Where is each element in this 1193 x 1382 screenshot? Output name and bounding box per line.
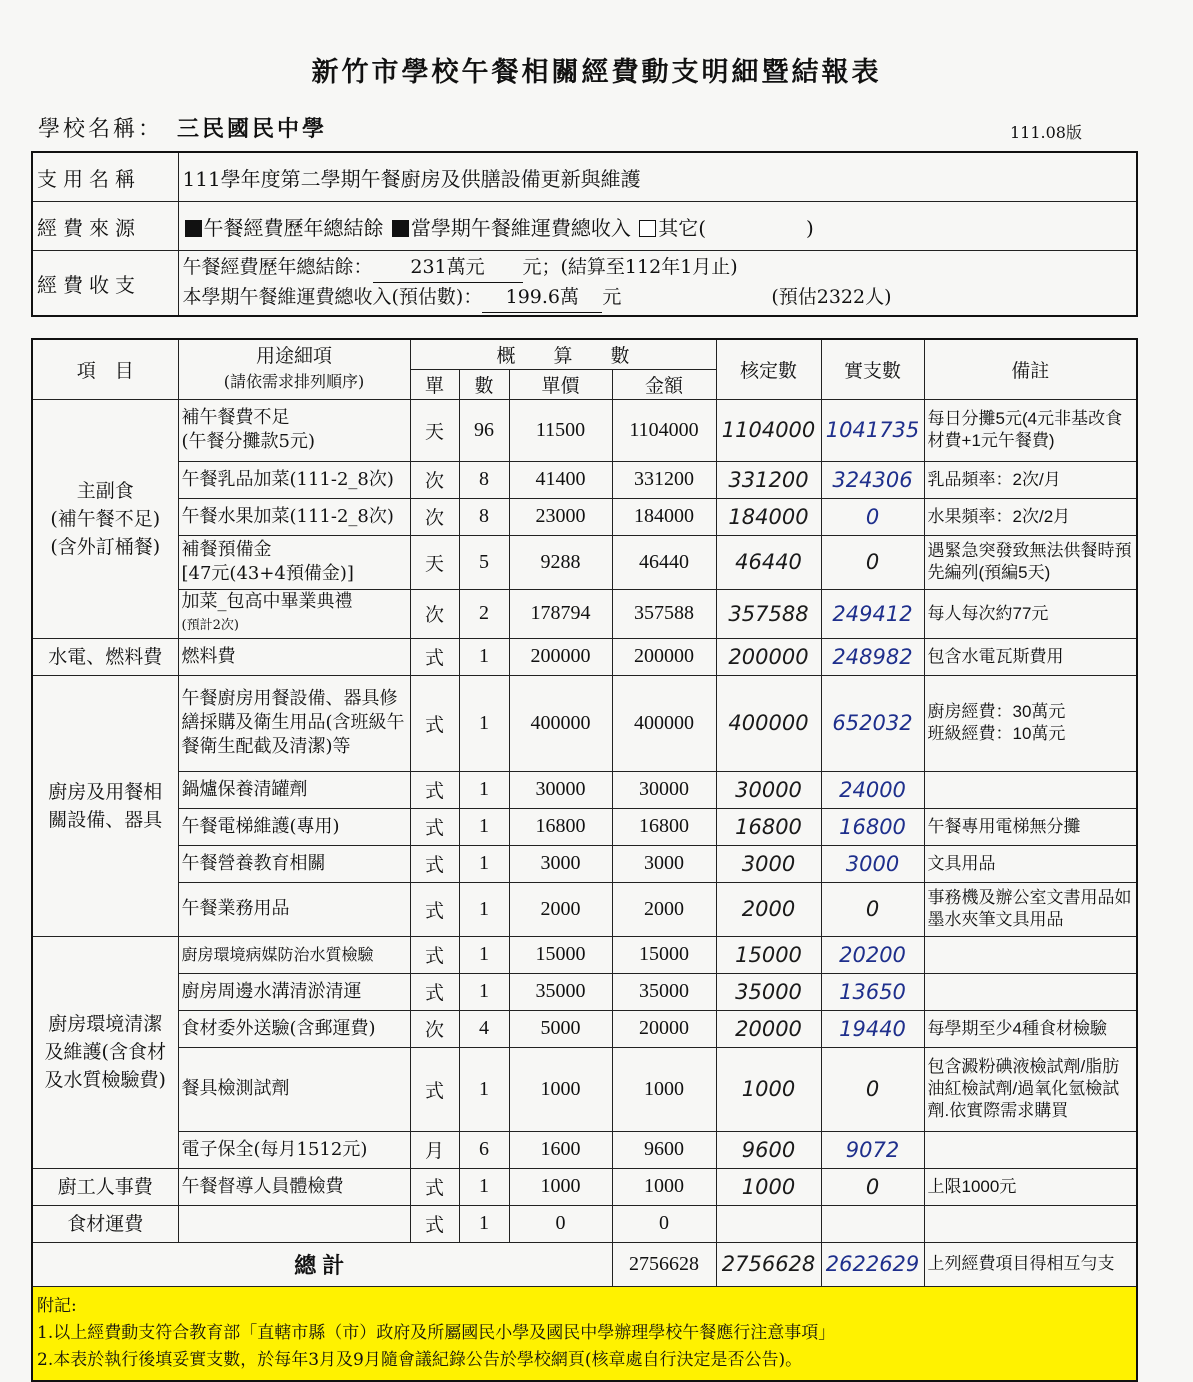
row-remark <box>924 1131 1137 1168</box>
row-approved: 400000 <box>716 675 821 771</box>
table-row <box>32 399 1137 461</box>
row-approved: 9600 <box>716 1131 821 1168</box>
row-price: 35000 <box>509 973 612 1010</box>
row-remark: 水果頻率：2次/2月 <box>924 498 1137 535</box>
row-amount: 400000 <box>612 675 716 771</box>
row-remark: 廚房經費：30萬元 班級經費：10萬元 <box>924 675 1137 771</box>
row-qty: 2 <box>459 589 509 638</box>
row-amount: 35000 <box>612 973 716 1010</box>
row-approved: 2000 <box>716 882 821 936</box>
table-row <box>32 882 1137 936</box>
row-amount: 16800 <box>612 808 716 845</box>
row-unit: 式 <box>410 1047 459 1131</box>
category-transport: 食材運費 <box>32 1205 178 1242</box>
total-amount: 2756628 <box>612 1242 716 1286</box>
row-approved: 184000 <box>716 498 821 535</box>
row-remark: 包含水電瓦斯費用 <box>924 638 1137 675</box>
info-table <box>31 151 1138 317</box>
table-row <box>32 498 1137 535</box>
appendix <box>32 1286 1137 1381</box>
balance-line-1: 午餐經費歷年總結餘： 231萬元 元；(結算至112年1月止) <box>183 253 1133 283</box>
total-row <box>32 1242 1137 1286</box>
row-actual: 13650 <box>821 973 924 1010</box>
row-qty: 1 <box>459 1047 509 1131</box>
row-amount: 184000 <box>612 498 716 535</box>
row-amount: 2000 <box>612 882 716 936</box>
row-item: 電子保全(每月1512元) <box>178 1131 410 1168</box>
row-item <box>178 1205 410 1242</box>
school-label: 學校名稱： <box>38 117 164 142</box>
header-approved: 核定數 <box>716 339 821 399</box>
row-price: 23000 <box>509 498 612 535</box>
category-staff: 廚工人事費 <box>32 1168 178 1205</box>
row-item: 午餐乳品加菜(111-2_8次) <box>178 461 410 498</box>
category-kitchen: 廚房及用餐相 關設備、器具 <box>32 675 178 936</box>
row-actual: 652032 <box>821 675 924 771</box>
row-qty: 1 <box>459 882 509 936</box>
row-approved: 1000 <box>716 1168 821 1205</box>
checkbox-empty-icon[interactable] <box>639 220 656 237</box>
table-row <box>32 936 1137 973</box>
row-actual: 3000 <box>821 845 924 882</box>
row-actual: 0 <box>821 498 924 535</box>
row-remark: 文具用品 <box>924 845 1137 882</box>
row-actual: 249412 <box>821 589 924 638</box>
row-price: 1000 <box>509 1047 612 1131</box>
row-amount: 15000 <box>612 936 716 973</box>
row-actual: 248982 <box>821 638 924 675</box>
row-price: 3000 <box>509 845 612 882</box>
source-options <box>178 202 1137 251</box>
row-qty: 1 <box>459 808 509 845</box>
appendix-row <box>32 1286 1137 1381</box>
row-remark: 事務機及辦公室文書用品如墨水夾筆文具用品 <box>924 882 1137 936</box>
row-amount: 1104000 <box>612 399 716 461</box>
header-usage: 用途細項 (請依需求排列順序) <box>178 339 410 399</box>
row-unit: 次 <box>410 1010 459 1047</box>
appendix-title: 附記: <box>37 1295 77 1316</box>
balance-label: 經費收支 <box>32 251 178 317</box>
table-row <box>32 1010 1137 1047</box>
row-unit: 式 <box>410 675 459 771</box>
row-unit: 式 <box>410 1205 459 1242</box>
row-price: 30000 <box>509 771 612 808</box>
row-amount: 0 <box>612 1205 716 1242</box>
table-row <box>32 638 1137 675</box>
balance-info <box>178 251 1137 317</box>
total-approved: 2756628 <box>716 1242 821 1286</box>
balance-total: 231萬元 <box>373 253 523 283</box>
row-item: 午餐業務用品 <box>178 882 410 936</box>
table-row <box>32 771 1137 808</box>
row-price: 400000 <box>509 675 612 771</box>
table-row <box>32 675 1137 771</box>
row-item: 午餐督導人員體檢費 <box>178 1168 410 1205</box>
row-unit: 式 <box>410 638 459 675</box>
table-row <box>32 1205 1137 1242</box>
row-qty: 8 <box>459 498 509 535</box>
row-item: 廚房環境病媒防治水質檢驗 <box>178 936 410 973</box>
row-amount: 331200 <box>612 461 716 498</box>
header-qty: 數 <box>459 369 509 399</box>
headcount-note: (預估2322人) <box>771 286 892 308</box>
row-remark <box>924 771 1137 808</box>
table-row <box>32 1168 1137 1205</box>
header-unit: 單 <box>410 369 459 399</box>
row-actual: 0 <box>821 882 924 936</box>
row-qty: 1 <box>459 675 509 771</box>
category-utility: 水電、燃料費 <box>32 638 178 675</box>
row-price: 200000 <box>509 638 612 675</box>
row-unit: 次 <box>410 461 459 498</box>
source-option-3: 其它( <box>658 215 707 240</box>
balance-line-2: 本學期午餐維運費總收入(預估數)： 199.6萬 元 (預估2322人) <box>183 283 1133 313</box>
total-remark: 上列經費項目得相互勻支 <box>924 1242 1137 1286</box>
row-item: 補餐預備金 [47元(43+4預備金)] <box>178 535 410 589</box>
form-title: 新竹市學校午餐相關經費動支明細暨結報表 <box>311 57 882 88</box>
row-price: 5000 <box>509 1010 612 1047</box>
row-approved: 30000 <box>716 771 821 808</box>
row-remark: 上限1000元 <box>924 1168 1137 1205</box>
row-qty: 1 <box>459 1205 509 1242</box>
row-item: 午餐廚房用餐設備、器具修繕採購及衛生用品(含班級午餐衛生配截及清潔)等 <box>178 675 410 771</box>
row-amount: 357588 <box>612 589 716 638</box>
row-unit: 次 <box>410 589 459 638</box>
row-item: 鍋爐保養清罐劑 <box>178 771 410 808</box>
row-item: 燃料費 <box>178 638 410 675</box>
row-price: 16800 <box>509 808 612 845</box>
source-label: 經費來源 <box>32 202 178 251</box>
row-actual: 9072 <box>821 1131 924 1168</box>
row-item: 餐具檢測試劑 <box>178 1047 410 1131</box>
source-option-1: 午餐經費歷年總結餘 <box>203 215 384 240</box>
total-actual: 2622629 <box>821 1242 924 1286</box>
header-remarks: 備註 <box>924 339 1137 399</box>
school-name: 三民國民中學 <box>177 116 328 142</box>
row-qty: 1 <box>459 638 509 675</box>
table-row <box>32 589 1137 638</box>
row-actual: 1041735 <box>821 399 924 461</box>
row-price: 1600 <box>509 1131 612 1168</box>
row-unit: 月 <box>410 1131 459 1168</box>
row-item: 廚房周邊水溝清淤清運 <box>178 973 410 1010</box>
row-qty: 6 <box>459 1131 509 1168</box>
row-remark <box>924 1205 1137 1242</box>
header-actual: 實支數 <box>821 339 924 399</box>
row-approved: 1000 <box>716 1047 821 1131</box>
row-actual: 0 <box>821 1047 924 1131</box>
category-main-meal: 主副食 (補午餐不足) (含外訂桶餐) <box>32 399 178 638</box>
row-amount: 20000 <box>612 1010 716 1047</box>
row-actual: 24000 <box>821 771 924 808</box>
row-remark <box>924 936 1137 973</box>
row-remark: 乳品頻率：2次/月 <box>924 461 1137 498</box>
row-unit: 式 <box>410 771 459 808</box>
row-approved: 35000 <box>716 973 821 1010</box>
row-unit: 天 <box>410 399 459 461</box>
source-option-2: 當學期午餐維運費總收入 <box>410 215 631 240</box>
row-item: 補午餐費不足 (午餐分攤款5元) <box>178 399 410 461</box>
row-approved: 357588 <box>716 589 821 638</box>
table-row <box>32 973 1137 1010</box>
row-actual: 324306 <box>821 461 924 498</box>
row-item: 午餐水果加菜(111-2_8次) <box>178 498 410 535</box>
income-estimate: 199.6萬 <box>482 283 602 313</box>
row-actual: 0 <box>821 1168 924 1205</box>
row-remark: 包含澱粉碘液檢試劑/脂肪油紅檢試劑/過氧化氫檢試劑.依實際需求購買 <box>924 1047 1137 1131</box>
row-unit: 式 <box>410 882 459 936</box>
appendix-line-1: 1.以上經費動支符合教育部「直轄市縣（市）政府及所屬國民小學及國民中學辦理學校午餐應行注意事項」 <box>37 1322 836 1343</box>
row-unit: 式 <box>410 1168 459 1205</box>
row-item: 午餐營養教育相關 <box>178 845 410 882</box>
row-approved: 20000 <box>716 1010 821 1047</box>
row-remark: 每日分攤5元(4元非基改食材費+1元午餐費) <box>924 399 1137 461</box>
row-unit: 式 <box>410 808 459 845</box>
row-amount: 30000 <box>612 771 716 808</box>
table-row <box>32 461 1137 498</box>
row-actual: 16800 <box>821 808 924 845</box>
row-amount: 3000 <box>612 845 716 882</box>
appendix-line-2: 2.本表於執行後填妥實支數，於每年3月及9月隨會議紀錄公告於學校網頁(核章處自行決定是否公告)。 <box>37 1349 803 1370</box>
row-approved: 3000 <box>716 845 821 882</box>
row-actual <box>821 1205 924 1242</box>
row-price: 2000 <box>509 882 612 936</box>
row-approved <box>716 1205 821 1242</box>
row-qty: 5 <box>459 535 509 589</box>
row-item: 加菜_包高中畢業典禮 (預計2次) <box>178 589 410 638</box>
row-qty: 4 <box>459 1010 509 1047</box>
row-price: 41400 <box>509 461 612 498</box>
budget-table <box>31 338 1138 1382</box>
checkbox-checked-icon[interactable] <box>392 220 409 237</box>
row-amount: 46440 <box>612 535 716 589</box>
row-actual: 20200 <box>821 936 924 973</box>
row-amount: 1000 <box>612 1047 716 1131</box>
school-row <box>38 112 327 143</box>
table-row <box>32 808 1137 845</box>
row-remark: 每人每次約77元 <box>924 589 1137 638</box>
row-unit: 式 <box>410 973 459 1010</box>
header-unit-price: 單價 <box>509 369 612 399</box>
header-amount: 金額 <box>612 369 716 399</box>
row-approved: 46440 <box>716 535 821 589</box>
table-row <box>32 535 1137 589</box>
source-option-3-end: ) <box>806 215 814 240</box>
row-remark: 每學期至少4種食材檢驗 <box>924 1010 1137 1047</box>
checkbox-checked-icon[interactable] <box>185 220 202 237</box>
row-unit: 次 <box>410 498 459 535</box>
expense-name: 111學年度第二學期午餐廚房及供膳設備更新與維護 <box>178 152 1137 202</box>
table-row <box>32 845 1137 882</box>
expense-name-label: 支用名稱 <box>32 152 178 202</box>
row-actual: 19440 <box>821 1010 924 1047</box>
row-item: 午餐電梯維護(專用) <box>178 808 410 845</box>
row-qty: 8 <box>459 461 509 498</box>
row-item: 食材委外送驗(含郵運費) <box>178 1010 410 1047</box>
row-qty: 1 <box>459 771 509 808</box>
header-budget: 概 算 數 <box>410 339 716 369</box>
row-amount: 9600 <box>612 1131 716 1168</box>
row-qty: 1 <box>459 845 509 882</box>
row-remark: 遇緊急突發致無法供餐時預先編列(預編5天) <box>924 535 1137 589</box>
row-price: 0 <box>509 1205 612 1242</box>
row-approved: 15000 <box>716 936 821 973</box>
row-qty: 96 <box>459 399 509 461</box>
total-label: 總計 <box>32 1242 612 1286</box>
row-qty: 1 <box>459 936 509 973</box>
form-version: 111.08版 <box>1010 123 1082 142</box>
row-price: 15000 <box>509 936 612 973</box>
row-remark: 午餐專用電梯無分攤 <box>924 808 1137 845</box>
table-row <box>32 1047 1137 1131</box>
row-unit: 天 <box>410 535 459 589</box>
row-price: 9288 <box>509 535 612 589</box>
row-amount: 1000 <box>612 1168 716 1205</box>
row-approved: 331200 <box>716 461 821 498</box>
category-environment: 廚房環境清潔 及維護(含食材 及水質檢驗費) <box>32 936 178 1168</box>
row-qty: 1 <box>459 1168 509 1205</box>
row-price: 178794 <box>509 589 612 638</box>
table-row <box>32 1131 1137 1168</box>
row-approved: 16800 <box>716 808 821 845</box>
row-actual: 0 <box>821 535 924 589</box>
row-amount: 200000 <box>612 638 716 675</box>
row-price: 1000 <box>509 1168 612 1205</box>
row-unit: 式 <box>410 936 459 973</box>
row-unit: 式 <box>410 845 459 882</box>
row-approved: 200000 <box>716 638 821 675</box>
row-remark <box>924 973 1137 1010</box>
row-approved: 1104000 <box>716 399 821 461</box>
row-price: 11500 <box>509 399 612 461</box>
header-item: 項 目 <box>32 339 178 399</box>
row-qty: 1 <box>459 973 509 1010</box>
